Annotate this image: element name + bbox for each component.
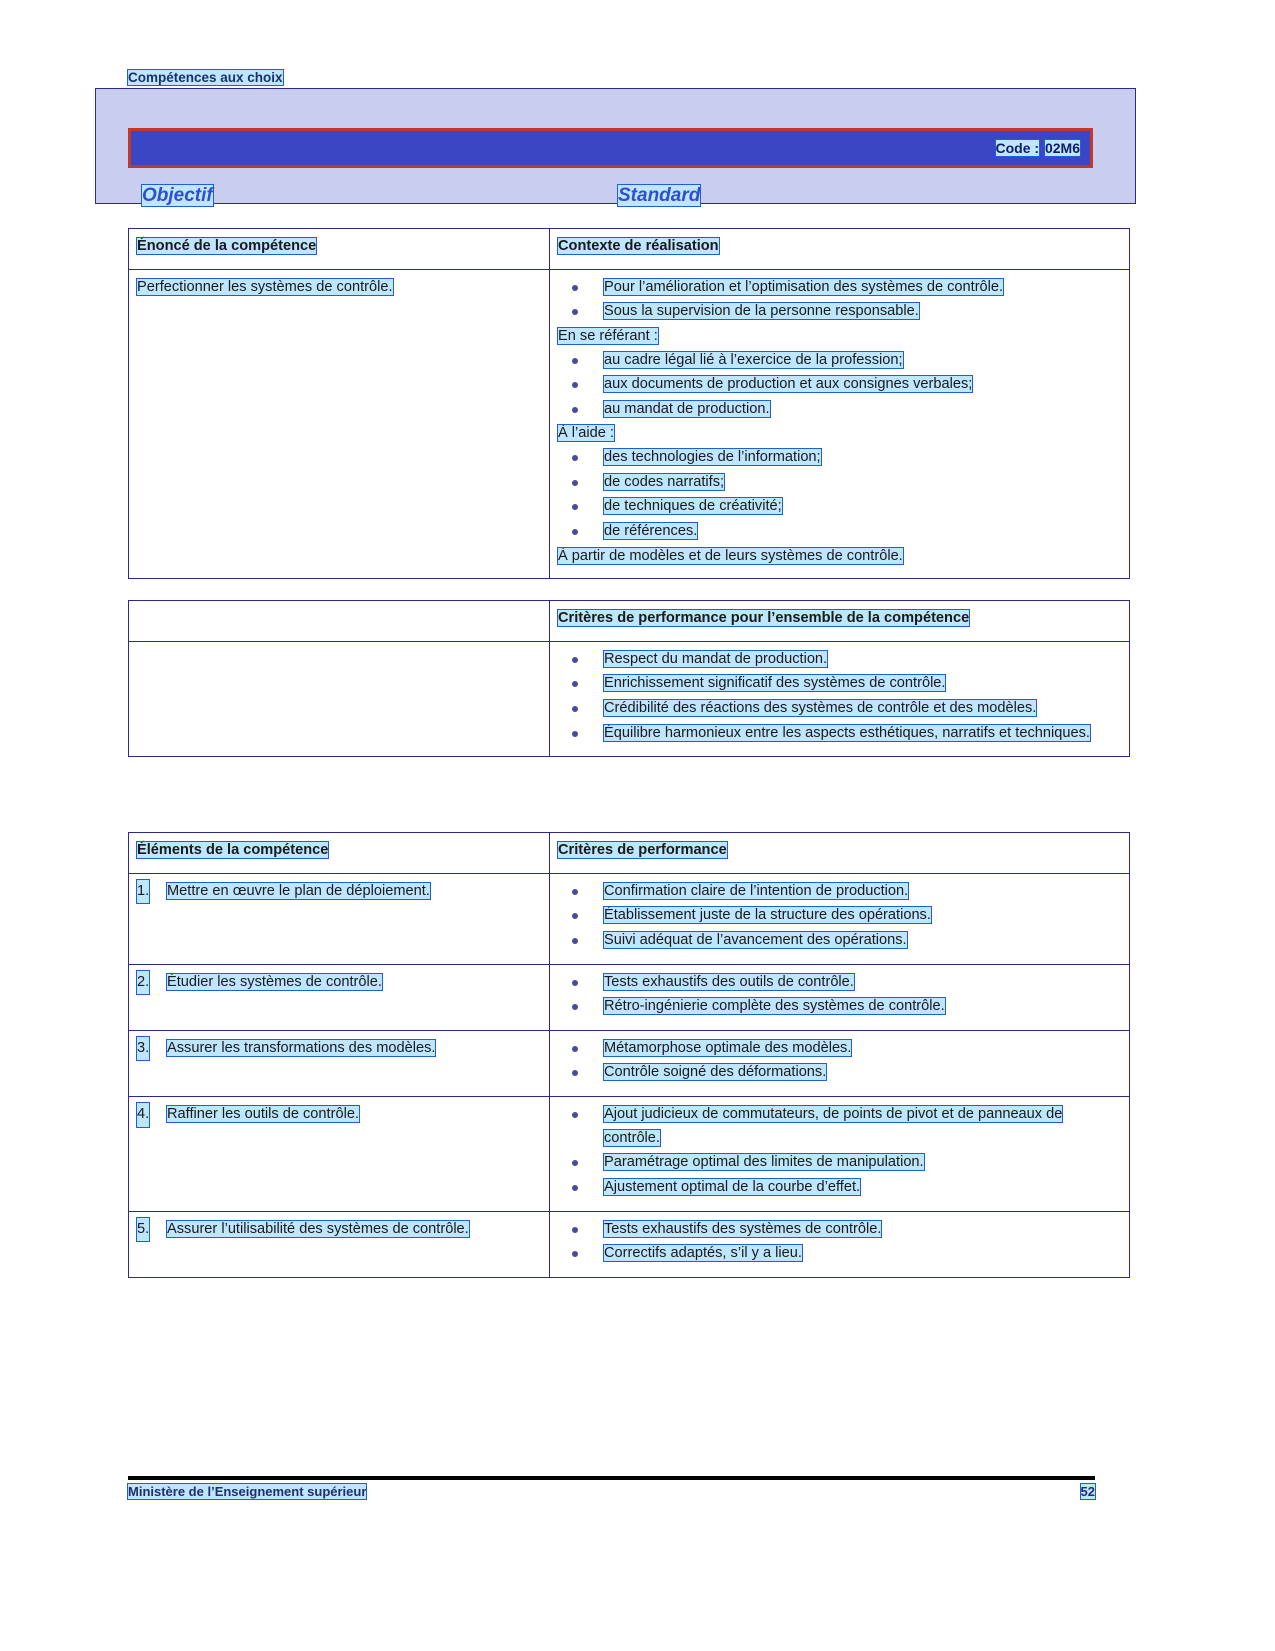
criteres-ensemble-header-cell: Critères de performance pour l’ensemble de la compétence bbox=[550, 601, 1130, 642]
list-item: des technologies de l’information; bbox=[558, 446, 1121, 470]
list-item: Ajout judicieux de commutateurs, de points de pivot et de panneaux de contrôle. bbox=[558, 1103, 1121, 1150]
criteres-ensemble-list bbox=[558, 648, 1121, 746]
bullet-icon bbox=[572, 529, 578, 535]
table-row bbox=[129, 1097, 1130, 1212]
criteres-cell bbox=[550, 1097, 1130, 1212]
elements-header-cell: Éléments de la compétence bbox=[129, 833, 550, 874]
element-cell bbox=[129, 964, 550, 1030]
table-row bbox=[129, 601, 1130, 642]
code-text bbox=[996, 140, 1082, 156]
element-numbered-item bbox=[137, 971, 541, 995]
list-item: Suivi adéquat de l’avancement des opérations. bbox=[558, 929, 1121, 953]
table-row bbox=[129, 229, 1130, 270]
objectif-standard-row bbox=[142, 185, 1102, 207]
criteres-cell bbox=[550, 1030, 1130, 1096]
bullet-icon bbox=[572, 407, 578, 413]
bullet-icon bbox=[572, 309, 578, 315]
table-enonce-contexte bbox=[128, 228, 1130, 579]
list-item: Établissement juste de la structure des opérations. bbox=[558, 904, 1121, 928]
bullet-icon bbox=[572, 657, 578, 663]
contexte-closing: À partir de modèles et de leurs systèmes de contrôle. bbox=[558, 547, 903, 564]
section-label: Compétences aux choix bbox=[128, 70, 283, 85]
list-item: au cadre légal lié à l’exercice de la profession; bbox=[558, 349, 1121, 373]
element-cell bbox=[129, 873, 550, 964]
bullet-icon bbox=[572, 1160, 578, 1166]
bullet-icon bbox=[572, 1227, 578, 1233]
bullet-icon bbox=[572, 358, 578, 364]
empty-cell bbox=[129, 601, 550, 642]
list-item: 3. Assurer les transformations des modèles. bbox=[137, 1037, 541, 1061]
criteres-cell bbox=[550, 964, 1130, 1030]
bullet-icon bbox=[572, 382, 578, 388]
list-item: de références. bbox=[558, 520, 1121, 544]
code-label: Code : bbox=[995, 140, 1040, 156]
table-criteres-ensemble bbox=[128, 600, 1130, 757]
list-item: de techniques de créativité; bbox=[558, 495, 1121, 519]
list-item: Crédibilité des réactions des systèmes de contrôle et des modèles. bbox=[558, 697, 1121, 721]
list-item: 5. Assurer l’utilisabilité des systèmes de contrôle. bbox=[137, 1218, 541, 1242]
table-row bbox=[129, 641, 1130, 757]
list-item: Ajustement optimal de la courbe d’effet. bbox=[558, 1176, 1121, 1200]
bullet-icon bbox=[572, 731, 578, 737]
criteres-header-cell: Critères de performance bbox=[550, 833, 1130, 874]
bullet-icon bbox=[572, 706, 578, 712]
standard-title: Standard bbox=[618, 185, 701, 206]
bullet-icon bbox=[572, 455, 578, 461]
objectif-title: Objectif bbox=[142, 185, 213, 206]
list-item: Pour l’amélioration et l’optimisation des systèmes de contrôle. bbox=[558, 276, 1121, 300]
table-row bbox=[129, 873, 1130, 964]
bullet-icon bbox=[572, 504, 578, 510]
criteres-list bbox=[558, 971, 1121, 1019]
element-cell bbox=[129, 1030, 550, 1096]
list-item: Sous la supervision de la personne responsable. bbox=[558, 300, 1121, 324]
bullet-icon bbox=[572, 1251, 578, 1257]
page-footer bbox=[128, 1484, 1095, 1499]
contexte-cell bbox=[550, 269, 1130, 579]
element-numbered-item bbox=[137, 880, 541, 904]
bullet-icon bbox=[572, 1185, 578, 1191]
code-value: 02M6 bbox=[1044, 140, 1080, 156]
list-item: Tests exhaustifs des outils de contrôle. bbox=[558, 971, 1121, 995]
list-item: 2. Étudier les systèmes de contrôle. bbox=[137, 971, 541, 995]
enonce-header-cell: Énoncé de la compétence bbox=[129, 229, 550, 270]
bullet-icon bbox=[572, 1112, 578, 1118]
bullet-icon bbox=[572, 285, 578, 291]
criteres-cell bbox=[550, 1211, 1130, 1277]
list-item: Enrichissement significatif des systèmes de contrôle. bbox=[558, 672, 1121, 696]
criteres-list bbox=[558, 1037, 1121, 1085]
contexte-header-cell: Contexte de réalisation bbox=[550, 229, 1130, 270]
list-item: Métamorphose optimale des modèles. bbox=[558, 1037, 1121, 1061]
element-cell bbox=[129, 1211, 550, 1277]
element-numbered-item bbox=[137, 1103, 541, 1127]
table-row bbox=[129, 1030, 1130, 1096]
bullet-icon bbox=[572, 889, 578, 895]
table-row bbox=[129, 1211, 1130, 1277]
list-item: Tests exhaustifs des systèmes de contrôle. bbox=[558, 1218, 1121, 1242]
empty-cell bbox=[129, 641, 550, 757]
list-item: Paramétrage optimal des limites de manipulation. bbox=[558, 1151, 1121, 1175]
contexte-list-3 bbox=[558, 446, 1121, 544]
list-item: de codes narratifs; bbox=[558, 471, 1121, 495]
criteres-list bbox=[558, 1103, 1121, 1200]
table-row bbox=[129, 833, 1130, 874]
bullet-icon bbox=[572, 913, 578, 919]
contexte-list-2 bbox=[558, 349, 1121, 422]
footer-divider bbox=[128, 1476, 1095, 1480]
contexte-intro-2: En se référant : bbox=[558, 327, 658, 344]
element-numbered-item bbox=[137, 1218, 541, 1242]
list-item: Équilibre harmonieux entre les aspects esthétiques, narratifs et techniques. bbox=[558, 722, 1121, 746]
list-item: Correctifs adaptés, s’il y a lieu. bbox=[558, 1242, 1121, 1266]
criteres-ensemble-cell bbox=[550, 641, 1130, 757]
footer-text: Ministère de l’Enseignement supérieur bbox=[128, 1484, 367, 1499]
element-cell bbox=[129, 1097, 550, 1212]
list-item: Confirmation claire de l’intention de production. bbox=[558, 880, 1121, 904]
criteres-list bbox=[558, 880, 1121, 953]
bullet-icon bbox=[572, 1070, 578, 1076]
code-bar bbox=[128, 128, 1093, 168]
list-item: au mandat de production. bbox=[558, 398, 1121, 422]
bullet-icon bbox=[572, 1004, 578, 1010]
table-elements-criteres bbox=[128, 832, 1130, 1278]
bullet-icon bbox=[572, 980, 578, 986]
list-item: 4. Raffiner les outils de contrôle. bbox=[137, 1103, 541, 1127]
list-item: Respect du mandat de production. bbox=[558, 648, 1121, 672]
table-row bbox=[129, 964, 1130, 1030]
list-item: 1. Mettre en œuvre le plan de déploiement. bbox=[137, 880, 541, 904]
list-item: Contrôle soigné des déformations. bbox=[558, 1061, 1121, 1085]
element-numbered-item bbox=[137, 1037, 541, 1061]
list-item: Rétro-ingénierie complète des systèmes de contrôle. bbox=[558, 995, 1121, 1019]
criteres-cell bbox=[550, 873, 1130, 964]
contexte-list-1 bbox=[558, 276, 1121, 324]
enonce-cell: Perfectionner les systèmes de contrôle. bbox=[129, 269, 550, 579]
bullet-icon bbox=[572, 1046, 578, 1052]
contexte-intro-3: À l’aide : bbox=[558, 425, 614, 442]
bullet-icon bbox=[572, 681, 578, 687]
page-number: 52 bbox=[1080, 1484, 1095, 1499]
bullet-icon bbox=[572, 480, 578, 486]
bullet-icon bbox=[572, 938, 578, 944]
criteres-list bbox=[558, 1218, 1121, 1266]
table-row bbox=[129, 269, 1130, 579]
list-item: aux documents de production et aux consignes verbales; bbox=[558, 373, 1121, 397]
